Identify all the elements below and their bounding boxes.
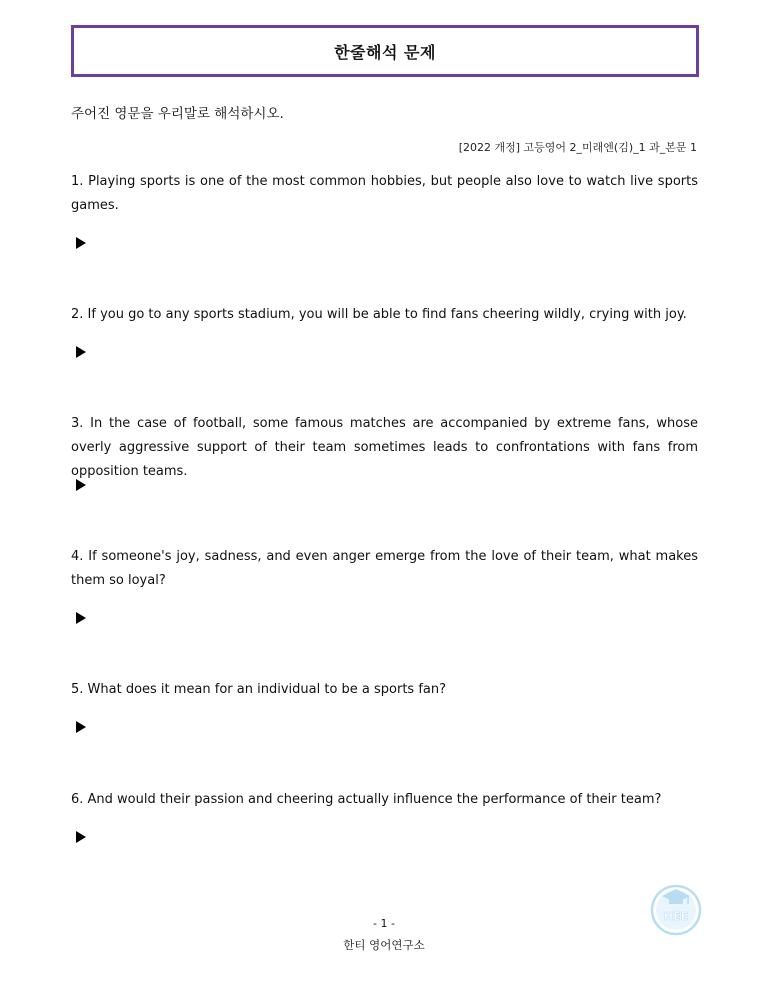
page-number: - 1 - bbox=[373, 917, 395, 930]
question-5: 5. What does it mean for an individual to be a sports fan? bbox=[71, 682, 447, 697]
source-label: [2022 개정] 고등영어 2_미래엔(김)_1 과_본문 1 bbox=[458, 141, 697, 154]
page-title: 한줄해석 문제 bbox=[334, 42, 436, 62]
answer-marker-6 bbox=[76, 831, 86, 843]
question-1: 1. Playing sports is one of the most common hobbies, but people also love to watch live sports games. bbox=[71, 174, 698, 213]
title-box bbox=[71, 25, 699, 77]
footer-organization: 한티 영어연구소 bbox=[343, 938, 425, 952]
question-4: 4. If someone's joy, sadness, and even anger emerge from the love of their team, what makes them so loyal? bbox=[71, 549, 698, 588]
question-3: 3. In the case of football, some famous matches are accompanied by extreme fans, whose overly aggressive support of their team sometimes leads to confrontations with fans from opposition teams. bbox=[71, 416, 698, 479]
answer-marker-5 bbox=[76, 721, 86, 733]
answer-marker-3 bbox=[76, 479, 86, 491]
answer-marker-1 bbox=[76, 237, 86, 249]
question-2: 2. If you go to any sports stadium, you will be able to find fans cheering wildly, crying with joy. bbox=[71, 307, 687, 322]
question-6: 6. And would their passion and cheering actually influence the performance of their team? bbox=[71, 792, 662, 807]
answer-marker-4 bbox=[76, 612, 86, 624]
instruction-text: 주어진 영문을 우리말로 해석하시오. bbox=[71, 106, 284, 122]
hee-logo bbox=[648, 880, 704, 936]
logo-text: HEE bbox=[663, 910, 689, 923]
answer-marker-2 bbox=[76, 346, 86, 358]
